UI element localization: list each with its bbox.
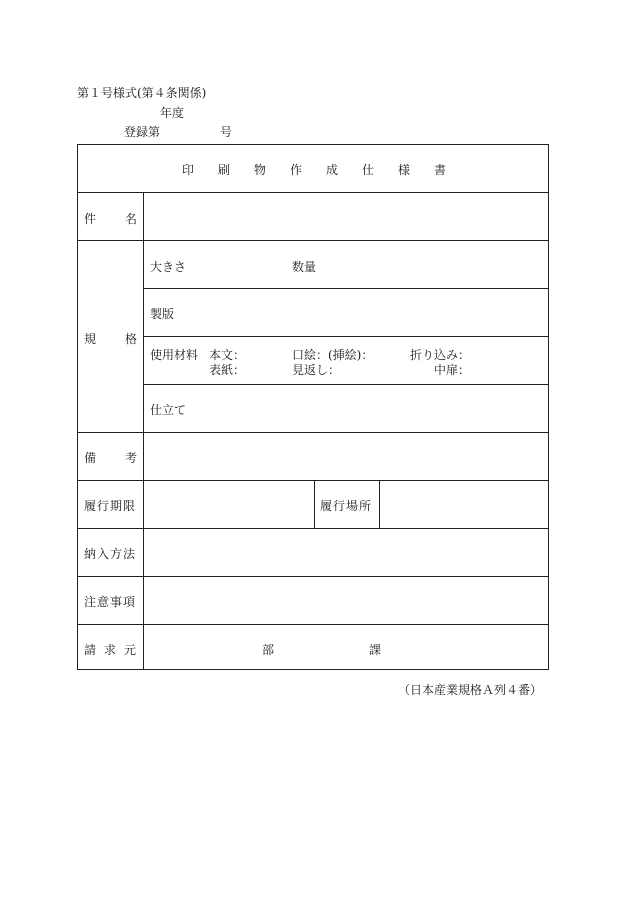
foldout-label: 折り込み： — [410, 348, 471, 362]
row-label-billing: 請 — [84, 643, 97, 657]
place-label: 所 — [359, 499, 372, 513]
remarks-field[interactable] — [143, 432, 548, 479]
title-char: 作 — [290, 163, 303, 177]
subject-field[interactable] — [143, 192, 548, 239]
row-label-delivery: 入 — [97, 547, 110, 561]
title-char: 刷 — [218, 163, 231, 177]
registration-prefix: 登録第 — [124, 125, 161, 139]
row-label-deadline: 期 — [110, 499, 123, 513]
row-label-spec: 格 — [125, 332, 138, 346]
body-text-label: 本文： — [209, 348, 246, 362]
row-label-billing: 元 — [124, 643, 137, 657]
deadline-field[interactable] — [143, 480, 313, 527]
notes-field[interactable] — [143, 576, 548, 623]
title-char: 物 — [254, 163, 267, 177]
quantity-label: 数量 — [292, 260, 317, 274]
row-label-remarks: 考 — [125, 451, 138, 465]
title-char: 仕 — [362, 163, 375, 177]
section-label: 課 — [369, 643, 382, 657]
binding-label: 仕立て — [150, 403, 187, 417]
department-label: 部 — [262, 643, 275, 657]
billing-field[interactable] — [143, 624, 548, 669]
row-label-notes: 注 — [84, 595, 97, 609]
row-label-spec: 規 — [84, 332, 97, 346]
place-field[interactable] — [379, 480, 548, 527]
half-title-label: 中扉： — [434, 363, 471, 377]
endpaper-label: 見返し： — [292, 363, 341, 377]
paper-size-note: （日本産業規格Ａ列４番） — [397, 683, 542, 697]
row-label-delivery: 方 — [110, 547, 123, 561]
size-quantity-field[interactable] — [143, 240, 548, 287]
plate-making-field[interactable] — [143, 288, 548, 335]
row-label-notes: 項 — [123, 595, 136, 609]
title-char: 成 — [326, 163, 339, 177]
row-label-remarks: 備 — [84, 451, 97, 465]
size-label: 大きさ — [150, 260, 187, 274]
plate-making-label: 製版 — [150, 307, 175, 321]
title-char: 様 — [398, 163, 411, 177]
row-label-deadline: 行 — [97, 499, 110, 513]
registration-suffix: 号 — [220, 125, 233, 139]
title-char: 印 — [182, 163, 195, 177]
row-label-delivery: 法 — [123, 547, 136, 561]
row-label-subject: 名 — [125, 212, 138, 226]
title-char: 書 — [434, 163, 447, 177]
row-label-delivery: 納 — [84, 547, 97, 561]
row-label-subject: 件 — [84, 212, 97, 226]
materials-label: 使用材料 — [150, 348, 199, 362]
cover-label: 表紙： — [209, 363, 246, 377]
binding-field[interactable] — [143, 384, 548, 431]
delivery-field[interactable] — [143, 528, 548, 575]
row-label-notes: 意 — [97, 595, 110, 609]
row-label-deadline: 限 — [123, 499, 136, 513]
fiscal-year-label: 年度 — [160, 106, 185, 120]
place-label: 場 — [346, 499, 359, 513]
frontispiece-label: 口絵：(挿絵)： — [292, 348, 374, 362]
place-label: 履 — [320, 499, 333, 513]
place-label: 行 — [333, 499, 346, 513]
row-label-billing: 求 — [104, 643, 117, 657]
row-label-notes: 事 — [110, 595, 123, 609]
row-label-deadline: 履 — [84, 499, 97, 513]
form-number: 第１号様式(第４条関係) — [77, 86, 207, 100]
